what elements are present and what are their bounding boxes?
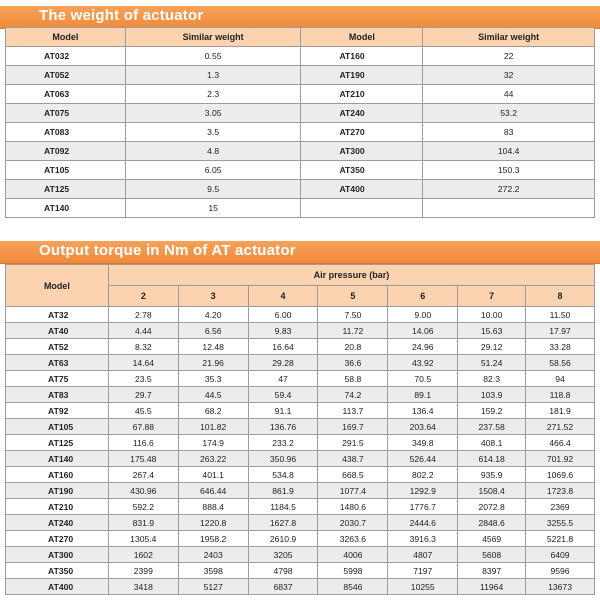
torque-cell: 6.00 [248, 307, 318, 323]
torque-table-row [6, 403, 595, 419]
weight-table-header-row [6, 28, 595, 47]
torque-cell: 29.12 [458, 339, 526, 355]
model-cell: AT32 [6, 307, 109, 323]
weight-cell: 53.2 [423, 104, 595, 123]
torque-cell: 2072.8 [458, 499, 526, 515]
model-cell: AT350 [6, 563, 109, 579]
torque-cell: 175.48 [108, 451, 178, 467]
torque-cell: 9596 [526, 563, 595, 579]
model-cell: AT125 [6, 180, 126, 199]
torque-cell: 14.06 [388, 323, 458, 339]
torque-cell: 4798 [248, 563, 318, 579]
model-cell: AT190 [301, 66, 423, 85]
torque-cell: 5221.8 [526, 531, 595, 547]
torque-table-row [6, 435, 595, 451]
torque-table-row [6, 563, 595, 579]
model-cell: AT350 [301, 161, 423, 180]
torque-cell: 5998 [318, 563, 388, 579]
torque-cell: 5608 [458, 547, 526, 563]
torque-cell: 12.48 [178, 339, 248, 355]
model-cell: AT270 [301, 123, 423, 142]
model-cell: AT240 [6, 515, 109, 531]
weight-cell [423, 199, 595, 218]
torque-cell: 263.22 [178, 451, 248, 467]
torque-cell: 35.3 [178, 371, 248, 387]
torque-cell: 14.64 [108, 355, 178, 371]
torque-cell: 4.20 [178, 307, 248, 323]
torque-cell: 45.5 [108, 403, 178, 419]
torque-table-row [6, 499, 595, 515]
torque-cell: 1508.4 [458, 483, 526, 499]
model-cell: AT75 [6, 371, 109, 387]
weight-table-row [6, 161, 595, 180]
torque-cell: 2.78 [108, 307, 178, 323]
torque-cell: 70.5 [388, 371, 458, 387]
torque-table-row [6, 547, 595, 563]
torque-cell: 74.2 [318, 387, 388, 403]
model-cell: AT300 [6, 547, 109, 563]
header-air-pressure: Air pressure (bar) [108, 265, 594, 286]
weight-table-row [6, 104, 595, 123]
torque-cell: 2610.9 [248, 531, 318, 547]
torque-cell: 4006 [318, 547, 388, 563]
torque-table-row [6, 483, 595, 499]
torque-header-row [6, 265, 595, 286]
torque-cell: 8546 [318, 579, 388, 595]
model-cell [301, 199, 423, 218]
weight-table-row [6, 123, 595, 142]
torque-table-row [6, 579, 595, 595]
header-model: Model [301, 28, 423, 47]
torque-cell: 1220.8 [178, 515, 248, 531]
model-cell: AT240 [301, 104, 423, 123]
model-cell: AT105 [6, 161, 126, 180]
torque-cell: 3263.6 [318, 531, 388, 547]
torque-cell: 181.9 [526, 403, 595, 419]
torque-cell: 6409 [526, 547, 595, 563]
torque-cell: 116.6 [108, 435, 178, 451]
torque-table-row [6, 387, 595, 403]
pressure-header-cell: 4 [248, 286, 318, 307]
torque-cell: 7.50 [318, 307, 388, 323]
weight-cell: 272.2 [423, 180, 595, 199]
weight-cell: 15 [125, 199, 301, 218]
weight-cell: 9.5 [125, 180, 301, 199]
torque-cell: 1480.6 [318, 499, 388, 515]
torque-cell: 4.44 [108, 323, 178, 339]
weight-cell: 150.3 [423, 161, 595, 180]
model-cell: AT063 [6, 85, 126, 104]
torque-cell: 33.28 [526, 339, 595, 355]
torque-table-row [6, 467, 595, 483]
torque-cell: 89.1 [388, 387, 458, 403]
torque-cell: 2030.7 [318, 515, 388, 531]
torque-cell: 203.64 [388, 419, 458, 435]
model-cell: AT105 [6, 419, 109, 435]
weight-cell: 6.05 [125, 161, 301, 180]
torque-cell: 174.9 [178, 435, 248, 451]
torque-cell: 401.1 [178, 467, 248, 483]
torque-cell: 614.18 [458, 451, 526, 467]
weight-table-row [6, 199, 595, 218]
weight-cell: 32 [423, 66, 595, 85]
torque-cell: 466.4 [526, 435, 595, 451]
torque-cell: 17.97 [526, 323, 595, 339]
weight-table-row [6, 66, 595, 85]
model-cell: AT400 [301, 180, 423, 199]
model-cell: AT210 [301, 85, 423, 104]
model-cell: AT190 [6, 483, 109, 499]
torque-cell: 2399 [108, 563, 178, 579]
torque-cell: 1627.8 [248, 515, 318, 531]
torque-cell: 21.96 [178, 355, 248, 371]
torque-cell: 1077.4 [318, 483, 388, 499]
torque-cell: 534.8 [248, 467, 318, 483]
torque-cell: 291.5 [318, 435, 388, 451]
model-cell: AT63 [6, 355, 109, 371]
header-model: Model [6, 265, 109, 307]
torque-cell: 47 [248, 371, 318, 387]
torque-cell: 44.5 [178, 387, 248, 403]
weight-table-row [6, 85, 595, 104]
torque-cell: 3598 [178, 563, 248, 579]
torque-cell: 350.96 [248, 451, 318, 467]
torque-cell: 1602 [108, 547, 178, 563]
model-cell: AT075 [6, 104, 126, 123]
weight-cell: 1.3 [125, 66, 301, 85]
pressure-header-cell: 6 [388, 286, 458, 307]
torque-cell: 271.52 [526, 419, 595, 435]
torque-cell: 831.9 [108, 515, 178, 531]
torque-cell: 2444.6 [388, 515, 458, 531]
torque-cell: 136.76 [248, 419, 318, 435]
torque-cell: 24.96 [388, 339, 458, 355]
torque-section-header [0, 241, 600, 263]
weight-cell: 3.05 [125, 104, 301, 123]
weight-cell: 44 [423, 85, 595, 104]
torque-cell: 233.2 [248, 435, 318, 451]
torque-cell: 51.24 [458, 355, 526, 371]
torque-cell: 1776.7 [388, 499, 458, 515]
torque-cell: 802.2 [388, 467, 458, 483]
torque-cell: 430.96 [108, 483, 178, 499]
torque-cell: 5127 [178, 579, 248, 595]
torque-table-row [6, 339, 595, 355]
torque-cell: 9.83 [248, 323, 318, 339]
torque-cell: 11.72 [318, 323, 388, 339]
pressure-header-cell: 2 [108, 286, 178, 307]
torque-cell: 58.8 [318, 371, 388, 387]
torque-cell: 861.9 [248, 483, 318, 499]
model-cell: AT210 [6, 499, 109, 515]
torque-cell: 1069.6 [526, 467, 595, 483]
weight-cell: 83 [423, 123, 595, 142]
torque-cell: 888.4 [178, 499, 248, 515]
header-similar-weight: Similar weight [125, 28, 301, 47]
model-cell: AT270 [6, 531, 109, 547]
torque-cell: 935.9 [458, 467, 526, 483]
pressure-header-cell: 8 [526, 286, 595, 307]
torque-cell: 43.92 [388, 355, 458, 371]
model-cell: AT140 [6, 451, 109, 467]
weight-table-row [6, 180, 595, 199]
torque-cell: 408.1 [458, 435, 526, 451]
torque-table-row [6, 355, 595, 371]
torque-table-row [6, 531, 595, 547]
torque-cell: 29.7 [108, 387, 178, 403]
torque-cell: 3418 [108, 579, 178, 595]
torque-cell: 6.56 [178, 323, 248, 339]
torque-cell: 349.8 [388, 435, 458, 451]
model-cell: AT125 [6, 435, 109, 451]
weight-table [5, 27, 595, 218]
torque-cell: 1958.2 [178, 531, 248, 547]
model-cell: AT92 [6, 403, 109, 419]
torque-cell: 13673 [526, 579, 595, 595]
torque-cell: 267.4 [108, 467, 178, 483]
torque-cell: 668.5 [318, 467, 388, 483]
weight-cell: 2.3 [125, 85, 301, 104]
torque-cell: 58.56 [526, 355, 595, 371]
torque-cell: 169.7 [318, 419, 388, 435]
torque-cell: 2848.6 [458, 515, 526, 531]
torque-table [5, 264, 595, 595]
model-cell: AT400 [6, 579, 109, 595]
torque-cell: 1292.9 [388, 483, 458, 499]
pressure-header-cell: 5 [318, 286, 388, 307]
torque-cell: 82.3 [458, 371, 526, 387]
torque-cell: 2403 [178, 547, 248, 563]
torque-cell: 3916.3 [388, 531, 458, 547]
torque-cell: 7197 [388, 563, 458, 579]
torque-cell: 2369 [526, 499, 595, 515]
torque-cell: 8397 [458, 563, 526, 579]
torque-cell: 438.7 [318, 451, 388, 467]
torque-cell: 6837 [248, 579, 318, 595]
torque-cell: 136.4 [388, 403, 458, 419]
torque-cell: 15.63 [458, 323, 526, 339]
torque-cell: 11964 [458, 579, 526, 595]
torque-cell: 8.32 [108, 339, 178, 355]
torque-cell: 3255.5 [526, 515, 595, 531]
model-cell: AT140 [6, 199, 126, 218]
torque-table-row [6, 307, 595, 323]
model-cell: AT52 [6, 339, 109, 355]
torque-cell: 36.6 [318, 355, 388, 371]
model-cell: AT083 [6, 123, 126, 142]
torque-cell: 23.5 [108, 371, 178, 387]
weight-cell: 22 [423, 47, 595, 66]
torque-cell: 592.2 [108, 499, 178, 515]
torque-cell: 103.9 [458, 387, 526, 403]
torque-cell: 4807 [388, 547, 458, 563]
weight-cell: 4.8 [125, 142, 301, 161]
torque-cell: 646.44 [178, 483, 248, 499]
weight-section-title: The weight of actuator [39, 7, 204, 24]
torque-section-title: Output torque in Nm of AT actuator [39, 242, 296, 259]
model-cell: AT160 [301, 47, 423, 66]
torque-cell: 118.8 [526, 387, 595, 403]
torque-cell: 113.7 [318, 403, 388, 419]
torque-cell: 237.58 [458, 419, 526, 435]
torque-cell: 11.50 [526, 307, 595, 323]
torque-cell: 16.64 [248, 339, 318, 355]
torque-cell: 1184.5 [248, 499, 318, 515]
torque-table-row [6, 371, 595, 387]
torque-cell: 4569 [458, 531, 526, 547]
model-cell: AT092 [6, 142, 126, 161]
weight-table-row [6, 47, 595, 66]
torque-table-row [6, 451, 595, 467]
weight-table-row [6, 142, 595, 161]
header-model: Model [6, 28, 126, 47]
torque-cell: 701.92 [526, 451, 595, 467]
torque-cell: 1305.4 [108, 531, 178, 547]
torque-cell: 59.4 [248, 387, 318, 403]
torque-cell: 29.28 [248, 355, 318, 371]
torque-cell: 67.88 [108, 419, 178, 435]
model-cell: AT032 [6, 47, 126, 66]
torque-cell: 159.2 [458, 403, 526, 419]
model-cell: AT40 [6, 323, 109, 339]
torque-cell: 9.00 [388, 307, 458, 323]
torque-cell: 1723.8 [526, 483, 595, 499]
torque-cell: 10255 [388, 579, 458, 595]
torque-cell: 68.2 [178, 403, 248, 419]
torque-table-row [6, 323, 595, 339]
torque-table-row [6, 419, 595, 435]
pressure-header-cell: 3 [178, 286, 248, 307]
torque-cell: 91.1 [248, 403, 318, 419]
torque-cell: 10.00 [458, 307, 526, 323]
pressure-header-cell: 7 [458, 286, 526, 307]
weight-cell: 3.5 [125, 123, 301, 142]
torque-cell: 20.8 [318, 339, 388, 355]
weight-cell: 0.55 [125, 47, 301, 66]
model-cell: AT83 [6, 387, 109, 403]
torque-table-row [6, 515, 595, 531]
model-cell: AT300 [301, 142, 423, 161]
torque-cell: 101.82 [178, 419, 248, 435]
torque-cell: 3205 [248, 547, 318, 563]
torque-cell: 526.44 [388, 451, 458, 467]
model-cell: AT052 [6, 66, 126, 85]
model-cell: AT160 [6, 467, 109, 483]
torque-cell: 94 [526, 371, 595, 387]
weight-section-header [0, 6, 600, 28]
weight-cell: 104.4 [423, 142, 595, 161]
header-similar-weight: Similar weight [423, 28, 595, 47]
